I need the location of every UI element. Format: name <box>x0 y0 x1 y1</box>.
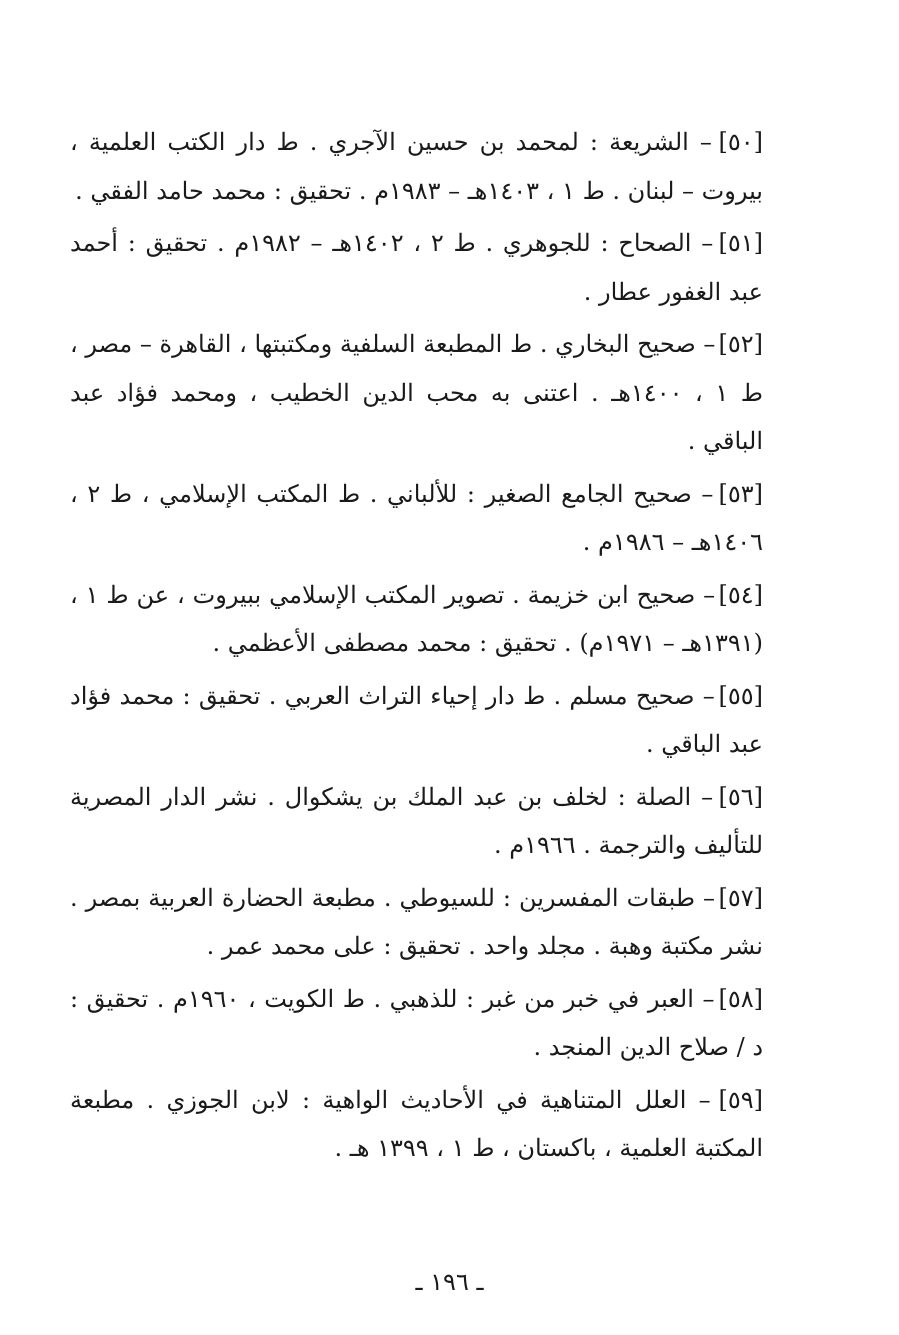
bibliography-entry <box>70 571 763 668</box>
bibliography-entry <box>70 874 763 971</box>
entry-text: – العلل المتناهية في الأحاديث الواهية : لابن الجوزي . مطبعة المكتبة العلمية ، باكستان ، ط ١ ، ١٣٩٩ هـ . <box>70 1085 763 1162</box>
entry-text: – العبر في خبر من غبر : للذهبي . ط الكويت ، ١٩٦٠م . تحقيق : د / صلاح الدين المنجد . <box>70 984 763 1061</box>
bibliography-entry <box>70 975 763 1072</box>
bibliography-entry <box>70 320 763 466</box>
bibliography-list <box>70 118 763 1177</box>
entry-text: – طبقات المفسرين : للسيوطي . مطبعة الحضارة العربية بمصر . نشر مكتبة وهبة . مجلد واحد . تحقيق : على محمد عمر . <box>70 883 763 960</box>
entry-number: [٥٢] <box>718 330 763 358</box>
entry-text: – صحيح الجامع الصغير : للألباني . ط المكتب الإسلامي ، ط ٢ ، ١٤٠٦هـ – ١٩٨٦م . <box>70 479 763 556</box>
entry-number: [٥٩] <box>718 1085 763 1114</box>
entry-text: – صحيح مسلم . ط دار إحياء التراث العربي . تحقيق : محمد فؤاد عبد الباقي . <box>70 681 763 758</box>
entry-text: – الشريعة : لمحمد بن حسين الآجري . ط دار الكتب العلمية ، بيروت – لبنان . ط ١ ، ١٤٠٣هـ – ١٩٨٣م . تحقيق : محمد حامد الفقي . <box>70 128 763 205</box>
bibliography-entry <box>70 672 763 769</box>
entry-text: – الصلة : لخلف بن عبد الملك بن يشكوال . نشر الدار المصرية للتأليف والترجمة . ١٩٦٦م . <box>70 782 763 859</box>
bibliography-entry <box>70 773 763 870</box>
entry-number: [٥٣] <box>718 479 763 508</box>
page-number: ـ ١٩٦ ـ <box>415 1268 484 1296</box>
bibliography-entry <box>70 118 763 215</box>
bibliography-entry <box>70 470 763 567</box>
entry-number: [٥٤] <box>718 580 763 609</box>
entry-text: – صحيح ابن خزيمة . تصوير المكتب الإسلامي ببيروت ، عن ط ١ ، (١٣٩١هـ – ١٩٧١م) . تحقيق : محمد مصطفى الأعظمي . <box>70 580 763 657</box>
bibliography-entry <box>70 1076 763 1173</box>
entry-text: – صحيح البخاري . ط المطبعة السلفية ومكتبتها ، القاهرة – مصر ، ط ١ ، ١٤٠٠هـ . اعتنى به محب الدين الخطيب ، ومحمد فؤاد عبد الباقي . <box>70 330 763 455</box>
entry-number: [٥٠] <box>718 128 764 156</box>
entry-text: – الصحاح : للجوهري . ط ٢ ، ١٤٠٢هـ – ١٩٨٢م . تحقيق : أحمد عبد الغفور عطار . <box>70 229 763 306</box>
entry-number: [٥٧] <box>718 883 763 912</box>
entry-number: [٥٥] <box>718 681 763 710</box>
entry-number: [٥١] <box>718 229 764 257</box>
entry-number: [٥٦] <box>718 782 763 811</box>
entry-number: [٥٨] <box>718 984 763 1013</box>
bibliography-entry <box>70 219 763 316</box>
